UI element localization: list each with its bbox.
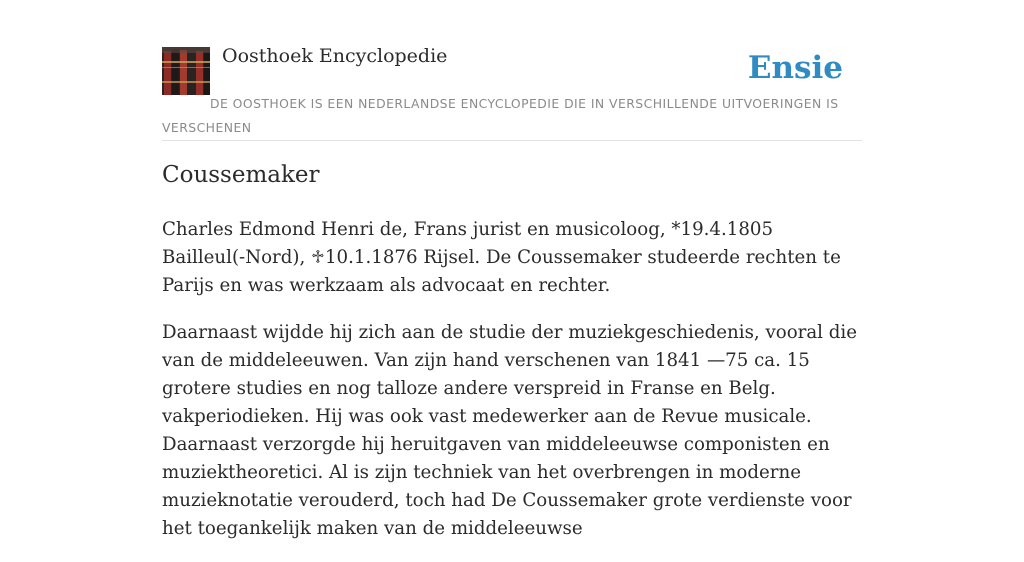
source-header — [162, 40, 862, 141]
book-spines-icon[interactable] — [162, 47, 210, 95]
article-title: Coussemaker — [162, 162, 320, 188]
source-name[interactable]: Oosthoek Encyclopedie — [222, 45, 448, 67]
article-paragraph: Daarnaast wijdde hij zich aan de studie der muziekgeschiedenis, vooral die van de middeleeuwen. Van zijn hand verschenen van 1841 —75 ca. 15 grotere studies en nog talloze andere verspreid in Franse en Belg. vakperiodieken. Hij was ook vast medewerker aan de Revue musicale. Daarnaast verzorgde hij heruitgaven van middeleeuwse componisten en muziektheoretici. Al is zijn techniek van het overbrengen in moderne muzieknotatie verouderd, toch had De Coussemaker grote verdienste voor het toegankelijk maken van de middeleeuwse — [162, 322, 858, 539]
brand-logo[interactable]: Ensie — [747, 50, 843, 86]
article-paragraph: Charles Edmond Henri de, Frans jurist en musicoloog, *19.4.1805 Bailleul(-Nord), ♱10.1.1876 Rijsel. De Coussemaker studeerde rechten te Parijs en was werkzaam als advocaat en rechter. — [162, 219, 841, 296]
article-body — [162, 216, 862, 562]
source-tagline: DE OOSTHOEK IS EEN NEDERLANDSE ENCYCLOPEDIE DIE IN VERSCHILLENDE UITVOERINGEN IS VERSCHENEN — [162, 96, 839, 135]
